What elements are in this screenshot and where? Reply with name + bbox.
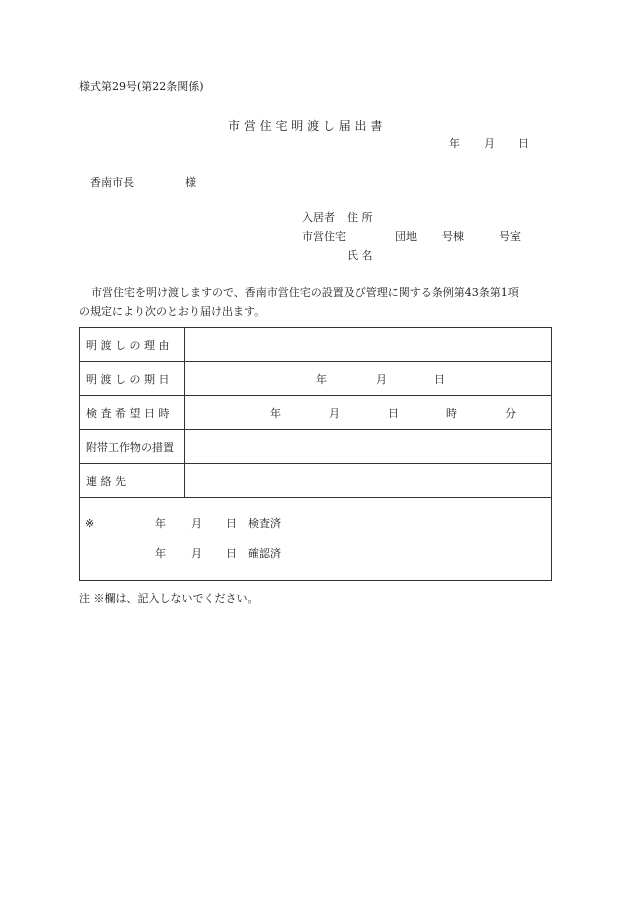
block-label: 団地 [395, 230, 417, 243]
vacate-month-label: 月 [376, 372, 387, 386]
inspection-minute-label: 分 [505, 406, 516, 420]
applicant-label: 入居者 [302, 211, 335, 224]
inspection-year-label: 年 [270, 406, 281, 420]
office-inspected-status: 検査済 [248, 517, 281, 530]
contact-label-text: 連 絡 先 [86, 474, 126, 488]
addressee-honorific: 様 [185, 176, 196, 189]
inspection-day-label: 日 [388, 406, 399, 420]
housing-label: 市営住宅 [302, 230, 346, 243]
form-number: 様式第29号(第22条関係) [79, 80, 204, 93]
row-label-reason: 明 渡 し の 理 由 [80, 328, 185, 361]
date-day-label: 日 [518, 137, 529, 150]
name-label: 氏 名 [347, 249, 373, 262]
vacate-day-label: 日 [434, 372, 445, 386]
row-label-vacate-date: 明 渡 し の 期 日 [80, 362, 185, 395]
office-confirm-day-label: 日 [226, 547, 237, 560]
addressee-name: 香南市長 [90, 176, 134, 189]
vacate-year-label: 年 [316, 372, 327, 386]
building-label: 号棟 [442, 230, 464, 243]
office-confirmed-status: 確認済 [248, 547, 281, 560]
table-row [80, 362, 551, 396]
table-row [80, 464, 551, 498]
address-label: 住 所 [347, 211, 373, 224]
table-row [80, 328, 551, 362]
row-label-contact [80, 464, 185, 497]
table-row [80, 396, 551, 430]
page-title: 市 営 住 宅 明 渡 し 届 出 書 [228, 119, 383, 133]
room-label: 号室 [499, 230, 521, 243]
office-inspect-month-label: 月 [191, 517, 202, 530]
inspection-hour-label: 時 [446, 406, 457, 420]
office-confirm-month-label: 月 [191, 547, 202, 560]
date-month-label: 月 [484, 137, 495, 150]
inspection-month-label: 月 [329, 406, 340, 420]
body-text-line2: の規定により次のとおり届け出ます。 [79, 305, 266, 318]
table-row [80, 430, 551, 464]
details-table [79, 327, 552, 581]
office-inspect-year-label: 年 [155, 517, 166, 530]
date-year-label: 年 [449, 137, 460, 150]
row-label-inspection-datetime: 検 査 希 望 日 時 [80, 396, 185, 429]
row-label-attached-structures: 附帯工作物の措置 [80, 430, 185, 463]
office-confirm-year-label: 年 [155, 547, 166, 560]
body-text-line1: 市営住宅を明け渡しますので、香南市営住宅の設置及び管理に関する条例第43条第1項 [91, 286, 519, 299]
office-use-mark: ※ [85, 517, 95, 530]
footnote: 注 ※欄は、記入しないでください。 [79, 592, 259, 605]
office-inspect-day-label: 日 [226, 517, 237, 530]
